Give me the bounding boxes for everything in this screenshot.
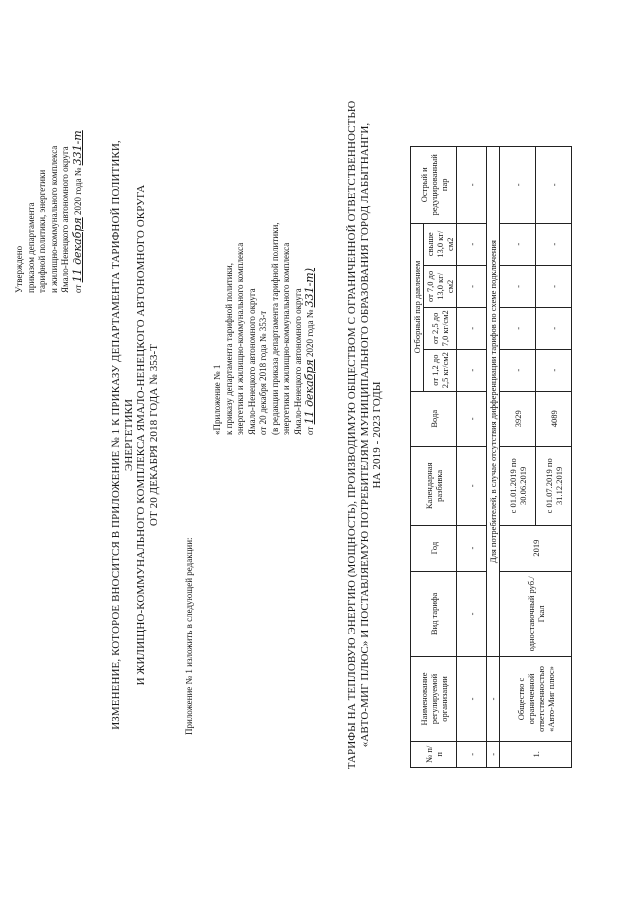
signature-number: 331-т)	[303, 267, 316, 308]
row-water: 3929	[500, 391, 536, 446]
col-steam: Отборный пар давлением	[411, 223, 424, 391]
approval-block	[14, 33, 84, 293]
tariff-table	[410, 146, 572, 768]
table-row: - - - - - - - - - - -	[457, 147, 487, 768]
approval-line: тарифной политики, энергетики	[37, 169, 47, 293]
approval-line: приказом департамента	[25, 202, 36, 293]
row-calendar: с 01.07.2019 по 31.12.2019	[536, 446, 572, 525]
signature-number: 331-т	[70, 130, 84, 166]
row-org: Общество с ограниченной ответственностью «Авто-Миг плюс»	[500, 657, 572, 741]
col-calendar: Календарная разбивка	[411, 446, 457, 525]
col-water: Вода	[411, 391, 457, 446]
col-org: Наименование регулируемой организации	[411, 657, 457, 741]
signature-date: 11 декабря	[303, 359, 316, 425]
table-header-row	[411, 147, 424, 768]
table-row: с 01.07.2019 по 31.12.2019 4089 - - - - -	[536, 147, 572, 768]
col-steam-3: от 7,0 до 13,0 кг/см2	[424, 265, 457, 307]
row-tariff-type: одноставочный руб./Гкал	[500, 571, 572, 657]
col-sharp-steam: Острый и редуцированный пар	[411, 147, 457, 224]
col-steam-2: от 2,5 до 7,0 кг/см2	[424, 307, 457, 349]
row-num: 1.	[500, 741, 572, 767]
row-year: 2019	[500, 525, 572, 571]
approval-line: и жилищно-коммунального комплекса	[48, 145, 59, 293]
col-year: Год	[411, 525, 457, 571]
appendix-date: от 11 декабря 2020 года № 331-т)	[303, 267, 316, 435]
col-steam-4: свыше 13,0 кг/см2	[424, 223, 457, 265]
table-note-row: - - Для потребителей, в случае отсутствия дифференциации тарифов по схеме подключения	[487, 147, 500, 768]
signature-date: 11 декабря	[70, 217, 84, 283]
change-title: ИЗМЕНЕНИЕ, КОТОРОЕ ВНОСИТСЯ В ПРИЛОЖЕНИЕ № 1 К ПРИКАЗУ ДЕПАРТАМЕНТА ТАРИФНОЙ ПОЛИТИКИ, ЭНЕРГЕТИКИ И ЖИЛИЩНО-КОММУНАЛЬНОГО КОМПЛЕКСА ЯМАЛО-НЕНЕЦКОГО АВТОНОМНОГО ОКРУГА ОТ 20 ДЕКАБРЯ 2018 ГОДА № 353-Т	[110, 140, 160, 730]
col-num: № п/п	[411, 741, 457, 767]
row-calendar: с 01.01.2019 по 30.06.2019	[500, 446, 536, 525]
table-note: Для потребителей, в случае отсутствия дифференциации тарифов по схеме подключения	[487, 147, 500, 657]
approval-date: от 11 декабря 2020 года № 331-т	[70, 130, 84, 293]
col-tariff-type: Вид тарифа	[411, 571, 457, 657]
approval-line: Ямало-Ненецкого автономного округа	[60, 146, 70, 293]
approval-line: Утверждено	[14, 245, 24, 293]
row-water: 4089	[536, 391, 572, 446]
table-row: 1. Общество с ограниченной ответственностью «Авто-Миг плюс» одноставочный руб./Гкал 2019 с 01.01.2019 по 30.06.2019 3929 - - - - -	[500, 147, 536, 768]
appendix-block: «Приложение № 1 к приказу департамента тарифной политики, энергетики и жилищно-коммунального комплекса Ямало-Ненецкого автономного округа от 20 декабря 2018 года № 353-т (в редакции приказа департамента тарифной политики, энергетики и жилищно-коммунального комплекса Ямало-Ненецкого автономного округа от 11 декабря 2020 года № 331-т)	[212, 165, 317, 435]
intro-text: Приложение № 1 изложить в следующей редакции:	[184, 537, 194, 735]
col-steam-1: от 1,2 до 2,5 кг/см2	[424, 349, 457, 391]
tariffs-title: ТАРИФЫ НА ТЕПЛОВУЮ ЭНЕРГИЮ (МОЩНОСТЬ), ПРОИЗВОДИМУЮ ОБЩЕСТВОМ С ОГРАНИЧЕННОЙ ОТВЕТСТВЕННОСТЬЮ «АВТО-МИГ ПЛЮС» И ПОСТАВЛЯЕМУЮ ПОТРЕБИТЕЛЯМ МУНИЦИПАЛЬНОГО ОБРАЗОВАНИЯ ГОРОД ЛАБЫТНАНГИ, НА 2019 - 2023 ГОДЫ	[346, 100, 383, 770]
